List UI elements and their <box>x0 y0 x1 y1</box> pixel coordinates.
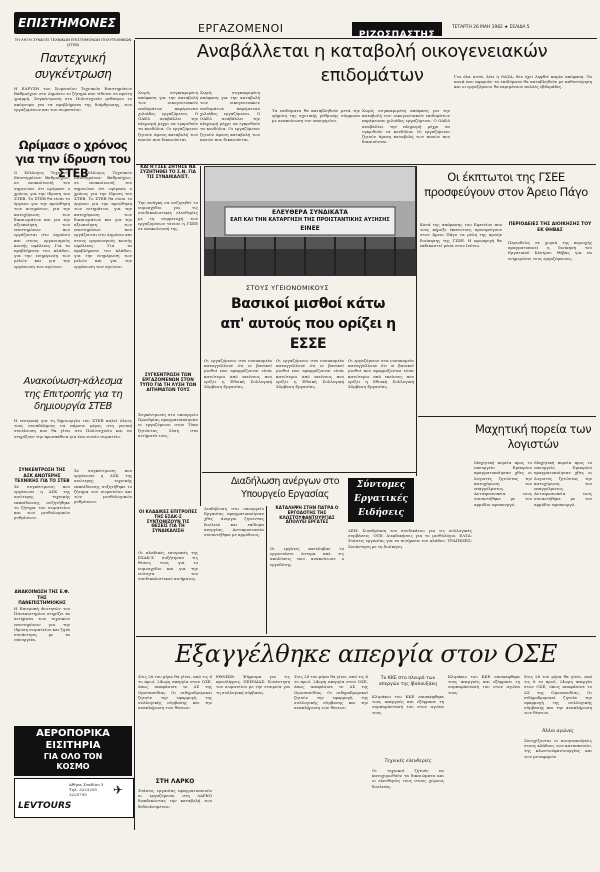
main-body-3: Τα επιδόματα θα καταβληθούν μετά την ψήφιση της σχετικής ρύθμισης σύμφωνα με ανακοίνωση του υπουργείου. <box>272 108 360 124</box>
strike-sub-other: Άλλοι αγώνες <box>542 729 574 734</box>
section-banner-label: ΕΠΙΣΤΗΜΟΝΕΣ <box>18 16 116 30</box>
strike-body-2: Στάσεις εργασίας πραγματοποιούν οι εργαζόμενοι στη ΛΑΡΚΟ διεκδικώντας την καταβολή των δεδουλευμένων. <box>138 788 212 809</box>
protest-photo <box>204 166 416 276</box>
photo-right-rule <box>416 166 417 476</box>
left-body-4: Σε συγκέντρωση που οργάνωσε η ΔΣΚ της ανώτερης τεχνικής εκπαίδευσης συζητήθηκε το ζήτημα του σωματείου και των μισθολογικών ρυθμίσεων. <box>14 484 70 521</box>
unemployed-headline: Διαδήλωση ανέργων στο Υπουργείο Εργασίας <box>230 476 340 500</box>
left-body-3: Η επιτροπή για τη δημιουργία του ΣΤΕΒ καλεί όλους τους συναδέλφους να πάρουν μέρος στη γενική συνέλευση που θα γίνει στο Πολυτεχνείο και να στηρίξουν την προσπάθεια για ένα ενιαίο σωματείο. <box>14 418 132 439</box>
right-body-top: Για όλα αυτά, λέει η ΟΑΣΑ, δεν έχει ληφθεί καμία απόφαση. Τα ποσά που αφορούν τα επιδόματα θα καταβληθούν με καθυστέρηση και οι εργαζόμενοι θα περιμένουν πολλές εβδομάδες. <box>454 74 592 90</box>
strike-body-6a: Κλιμάκιο του ΚΚΕ επισκέφθηκε τους απεργούς και εξέφρασε τη συμπαράστασή του στον αγώνα τους. <box>448 674 520 695</box>
photo-headline: Βασικοί μισθοί κάτω απ' αυτούς που ορίζει η ΕΣΣΕ <box>220 296 396 352</box>
section-banner-scientists <box>14 12 120 34</box>
strike-top-rule <box>136 636 596 637</box>
left-col-rule <box>134 40 135 830</box>
strike-sub-larko: ΣΤΗ ΛΑΡΚΟ <box>155 778 195 785</box>
right-body-3: Μαχητική πορεία προς το υπουργείο Εμπορίου πραγματοποίησαν χθες οι λογιστές ζητώντας την κατοχύρωση του επαγγέλματος. Αντιπροσωπεία τους συναντήθηκε με τον αρμόδιο υφυπουργό. <box>474 460 532 507</box>
ad-airline-tickets <box>14 726 132 776</box>
left-headline-1: Παντεχνική συγκέντρωση <box>34 51 112 81</box>
mid-kicker-1: ΚΑΙ Η ΓΣΕΕ ΖΗΤΗΣΕ ΝΑ ΣΥΖΗΤΗΘΕΙ ΤΟ Σ.Ν. ΓΙΑ ΤΙΣ ΣΥΝΔΙΚΑΛΙΣΤ. <box>139 165 196 180</box>
photo-body-3: Οι εργαζόμενοι στα νοσοκομεία καταγγέλλουν ότι οι βασικοί μισθοί που εφαρμόζονται είναι κατώτεροι από εκείνους που ορίζει η Εθνική Συλλογική Σύμβαση Εργασίας. <box>348 358 414 390</box>
left-body-5: Η Επιτροπή Φοιτητών του Πανεπιστημίου στηρίζει τα αιτήματα των τεχνικών επιστημόνων για την ίδρυση σωματείου και ζητά συνάντηση με τα υπουργεία. <box>14 606 70 643</box>
strike-sub-kke: Το ΚΚΕ στο πλευρό των απεργών της Ιβαλουξάκη <box>378 676 438 687</box>
right-headline-1: Οι έκπτωτοι της ΓΣΕΕ προσφεύγουν στον Άρειο Πάγο <box>424 170 588 199</box>
paper-name-label: ΡΙΖΟΣΠΑΣΤΗΣ <box>358 30 436 40</box>
ad-line-1: ΑΕΡΟΠΟΡΙΚΑ <box>36 728 110 739</box>
main-body-1: Χωρίς συγκεκριμένη απόφαση για την καταβολή των οικογενειακών επιδομάτων παρέμειναν χιλιάδες εργαζόμενοι. Ο ΟΑΕΔ αναβάλλει την πληρωμή μέχρι να εγκριθούν τα κονδύλια. Οι εργαζόμενοι ζητούν άμεση καταβολή των ποσών που δικαιούνται. <box>138 90 198 142</box>
date-line: ΤΕΤΑΡΤΗ 26 ΜΑΗ 1982 ★ ΣΕΛΙΔΑ 5 <box>452 25 530 30</box>
left-headline-3: Ανακοίνωση-κάλεσμα της Επιτροπής για τη δημιουργία ΣΤΕΒ <box>23 376 123 412</box>
left-kicker: ΤΗ ΛΗΞΗ ΣΥΝΑΞΕΙ ΤΕΧΝΙΚΩΝ ΕΠΙΣΤΗΜΟΝΩΝ ΠΟΛΥΤΕΧΝΙΚΩΝ (ΣΤΕΒ) <box>14 37 132 47</box>
short-news-body: ΔΕΗ: Συνεδρίαση του συνδικάτου για τις συλλογικές συμβάσεις. ΟΤΕ: Διεκδικήσεις για το μισθολόγιο. ΕΛΤΑ: Στάσεις εργασίας για τα αιτήματα του κλάδου. ΤΡΑΠΕΖΕΣ: Συνάντηση με τη διοίκηση. <box>348 528 472 549</box>
mid-kicker-2: ΣΥΓΚΕΝΤΡΩΣΗ ΤΩΝ ΕΡΓΑΖΟΜΕΝΩΝ ΣΤΟΝ ΤΥΠΟ ΓΙΑ ΤΗ ΛΥΣΗ ΤΩΝ ΑΙΤΗΜΑΤΩΝ ΤΟΥΣ <box>139 373 197 393</box>
strike-body-6: Συνεχίζονται οι κινητοποιήσεις στους κλάδους των κατασκευών, της κλωστοϋφαντουργίας και των μεταφορών. <box>524 738 592 759</box>
strike-body-3: ΕΘΝΙΚΗ: Ψήφισμα για τις προσλήψεις. ΠΕΙΡΑΙΑΣ: Συνάντηση του σωματείου με την εταιρεία για τη συλλογική σύμβαση. <box>216 674 290 695</box>
ad-address: Αθήνα Σταδίου 3 Τηλ. 3223205 3225795 <box>69 782 104 797</box>
short-news-title-1: Σύντομες <box>356 480 406 490</box>
paper-name <box>352 22 442 40</box>
ad-line-4: ΚΟΣΜΟ <box>56 762 90 771</box>
strike-sub-tech: Τεχνικές ελευθερίες <box>384 759 432 764</box>
strike-body-6b: Στις 28 του μήνα θα γίνει, από τις 6 το πρωί, 24ωρη απεργία στον ΟΣΕ, όπως αποφάσισε το ΔΣ της Ομοσπονδίας. Οι σιδηροδρομικοί ζητούν την εφαρμογή της συλλογικής σύμβασης και την αναπλήρωση των θέσεων. <box>524 674 592 716</box>
mid-kicker-3: ΟΙ ΚΛΑΔΙΚΕΣ ΕΠΙΤΡΟΠΕΣ ΤΗΣ ΕΣΑΚ-Σ ΣΥΝΤΟΝΙΖΟΥΝ ΤΙΣ ΘΕΣΕΙΣ ΓΙΑ ΤΗ ΣΥΝΔΙΚΑΛΙΣΗ <box>138 509 198 534</box>
masthead-rule <box>135 38 597 39</box>
left-body-5b: Σε συγκέντρωση που οργάνωσε η ΔΣΚ της ανώτερης τεχνικής εκπαίδευσης συζητήθηκε το ζήτημα του σωματείου και των μισθολογικών ρυθμίσεων. <box>74 468 132 505</box>
main-headline: Αναβάλλεται η καταβολή οικογενειακών επιδομάτων <box>196 41 548 86</box>
strike-body-1b: Στις 28 του μήνα θα γίνει, από τις 6 το πρωί, 24ωρη απεργία στον ΟΣΕ, όπως αποφάσισε το ΔΣ της Ομοσπονδίας. Οι σιδηροδρομικοί ζητούν την εφαρμογή της συλλογικής σύμβασης και την αναπλήρωση των θέσεων. <box>294 674 368 711</box>
mid-body-2: Συγκέντρωση στο υπουργείο Προεδρίας πραγματοποίησαν οι εργαζόμενοι στον Τύπο ζητώντας λύση στα αιτήματά τους. <box>138 412 198 438</box>
mid-body-3: Οι κλαδικές επιτροπές της ΕΣΑΚ-Σ συζήτησαν τις θέσεις τους για το νομοσχέδιο και για την ενότητα του συνδικαλιστικού κινήματος. <box>138 550 198 582</box>
main-body-2: Χωρίς συγκεκριμένη απόφαση για την καταβολή των οικογενειακών επιδομάτων παρέμειναν χιλιάδες εργαζόμενοι. Ο ΟΑΕΔ αναβάλλει την πληρωμή μέχρι να εγκριθούν τα κονδύλια. Οι εργαζόμενοι ζητούν άμεση καταβολή των ποσών που δικαιούνται. <box>200 90 260 142</box>
mid-body-1: Την ανάγκη να συζητηθεί το νομοσχέδιο για τις συνδικαλιστικές ελευθερίες με τη συμμετοχή των εργαζομένων τόνισε η ΓΣΕΕ σε ανακοίνωσή της. <box>138 200 198 232</box>
unemployed-body-2: Οι εργάτες κατέλαβαν το εργοστάσιο ύστερα από τις απολύσεις που ανακοίνωσε ο εργοδότης. <box>270 546 344 567</box>
short-news-title-3: Ειδήσεις <box>358 508 404 518</box>
left-body-2: Ο Σύλλογος Τεχνικών Επιστημόνων Βαθμούχων, σε ανακοίνωσή του σημειώνει ότι ωρίμασε ο χρόνος για την ίδρυση του ΣΤΕΒ. Το ΣΤΕΒ θα είναι το όργανο για την προώθηση των αιτημάτων, για την κατοχύρωση των δικαιωμάτων και για την αξιοποίηση των επιστημόνων που εργάζονται στο Δημόσιο και στους οργανισμούς κοινής ωφέλειας. Για τα προβλήματα του κλάδου, για την ενημέρωση των μελών και για την οργάνωση των αγώνων. <box>14 170 70 269</box>
mid-col-rule <box>200 166 201 506</box>
right-body-3b: Μαχητική πορεία προς το υπουργείο Εμπορίου πραγματοποίησαν χθες οι λογιστές ζητώντας την κατοχύρωση του επαγγέλματος. Αντιπροσωπεία τους συναντήθηκε με τον αρμόδιο υφυπουργό. <box>534 460 592 507</box>
left-subhead-2: ΑΝΑΚΟΙΝΩΣΗ ΤΗΣ Ε.Φ. ΤΗΣ ΠΑΝΕΠΙΣΤΗΜΙΟΚΗΣ <box>14 590 70 606</box>
strike-body-1: Στις 28 του μήνα θα γίνει, από τις 6 το πρωί, 24ωρη απεργία στον ΟΣΕ, όπως αποφάσισε το ΔΣ της Ομοσπονδίας. Οι σιδηροδρομικοί ζητούν την εφαρμογή της συλλογικής σύμβασης και την αναπλήρωση των θέσεων. <box>138 674 212 711</box>
ad-brand: LEVTOURS <box>18 801 72 811</box>
left-subhead-1: ΣΥΝΚΕΝΤΡΩΣΗ ΤΗΣ ΔΣΚ ΑΝΩΤΕΡΗΣ ΤΕΧΝΙΚΗΣ ΓΙΑ ΤΟ ΣΤΕΒ <box>14 468 70 484</box>
left-headline-2: Ωρίμασε ο χρόνος για την ίδρυση του ΣΤΕΒ <box>15 138 131 180</box>
banner-text-2: ΕΑΠ ΚΑΙ ΤΗΝ ΚΑΤΑΡΓΗΣΗ ΤΗΣ ΠΡΟΙΣΤΑΝΤΙΚΗΣ ΑΥΞΗΣΗΣ <box>230 217 390 223</box>
short-news-box <box>348 478 414 522</box>
strike-headline: Εξαγγέλθηκε απεργία στον ΟΣΕ <box>175 640 557 668</box>
main-bottom-rule <box>136 164 596 165</box>
plane-icon: ✈ <box>113 783 124 797</box>
right-subhead-1: ΠΕΡΙΟΔΕΙΕΣ ΤΗΣ ΔΙΟΙΚΗΣΗΣ ΤΟΥ ΕΚ ΘΗΒΑΣ <box>508 222 592 233</box>
unemployed-body-1: Διαδήλωση στο υπουργείο Εργασίας πραγματοποίησαν χθες άνεργοι ζητώντας δουλειά και επίδομα ανεργίας. Αντιπροσωπεία συναντήθηκε με αρμόδιους. <box>204 506 264 538</box>
right-body-1: Κατά της απόφασης του Εφετείου που τους κήρυξε έκπτωτους προσφεύγουν στον Άρειο Πάγο τα μέλη της πρώην διοίκησης της ΓΣΕΕ. Η προσφυγή θα εκδικαστεί μέσα στον Ιούνιο. <box>420 222 502 248</box>
left-body-1: Η ΕΔΡΥΣΗ του Σωματείου Τεχνικών Επιστημόνων Βαθμούχων στο Δημόσιο το ζήτημα που τίθεται σε πρώτη γραμμή. Συγκέντρωση στο Πολυτεχνείο μεθαύριο το απόγευμα για τα προβλήματα της διάρθρωσης, των εργαζομένων και του σωματείου. <box>14 86 132 112</box>
photo-body-2: Οι εργαζόμενοι στα νοσοκομεία καταγγέλλουν ότι οι βασικοί μισθοί που εφαρμόζονται είναι κατώτεροι από εκείνους που ορίζει η Εθνική Συλλογική Σύμβαση Εργασίας. <box>276 358 344 390</box>
unemployed-rule <box>266 506 267 634</box>
right-mid-rule <box>418 416 596 417</box>
unemployed-kicker: ΚΑΤΑΛΗΨΗ ΣΤΗΝ ΠΑΤΡΑ Ο ΕΡΓΟΔΟΤΗΣ ΤΗΣ ΚΛΩΣΤΟΥΦΑΝΤΟΥΡΓΙΑΣ ΑΠΟΛΥΕΙ ΕΡΓΑΤΕΣ <box>275 505 339 525</box>
photo-label: ΣΤΟΥΣ ΥΓΕΙΟΝΟΜΙΚΟΥΣ <box>246 284 329 292</box>
unemployed-top-rule <box>202 472 416 473</box>
banner-text-3: ΕΙΝΕΕ <box>300 225 320 232</box>
banner-text-1: ΕΛΕΥΘΕΡΑ ΣΥΝΔΙΚΑΤΑ <box>272 209 348 216</box>
left-body-2b: Ο Σύλλογος Τεχνικών Επιστημόνων Βαθμούχων, σε ανακοίνωσή του σημειώνει ότι ωρίμασε ο χρόνος για την ίδρυση του ΣΤΕΒ. Το ΣΤΕΒ θα είναι το όργανο για την προώθηση των αιτημάτων, για την κατοχύρωση των δικαιωμάτων και για την αξιοποίηση των επιστημόνων που εργάζονται στο Δημόσιο και στους οργανισμούς κοινής ωφέλειας. Για τα προβλήματα του κλάδου, για την ενημέρωση των μελών και για την οργάνωση των αγώνων. <box>74 170 132 269</box>
photo-body-1: Οι εργαζόμενοι στα νοσοκομεία καταγγέλλουν ότι οι βασικοί μισθοί που εφαρμόζονται είναι κατώτεροι από εκείνους που ορίζει η Εθνική Συλλογική Σύμβαση Εργασίας. <box>204 358 272 390</box>
short-news-title-2: Εργατικές <box>354 494 408 504</box>
strike-body-4: Κλιμάκιο του ΚΚΕ επισκέφθηκε τους απεργούς και εξέφρασε τη συμπαράστασή του στον αγώνα τους. <box>372 694 444 715</box>
ad-line-2: ΕΙΣΙΤΗΡΙΑ <box>45 740 101 751</box>
right-headline-2: Μαχητική πορεία των λογιστών <box>474 422 592 451</box>
strike-body-5: Οι τεχνικοί ζητούν να κατοχυρωθούν τα δικαιώματα και οι ελευθερίες τους στους χώρους δουλειάς. <box>372 768 444 789</box>
section-title-workers: ΕΡΓΑΖΟΜΕΝΟΙ <box>198 22 284 35</box>
right-body-2: Περιοδείες σε χωριά της περιοχής πραγματοποιεί η διοίκηση του Εργατικού Κέντρου Θήβας για να ενημερώσει τους εργαζόμενους. <box>508 240 592 261</box>
ad-line-3: ΓΙΑ ΟΛΟ ΤΟΝ <box>43 752 103 761</box>
ad-footer <box>14 778 134 818</box>
main-body-4: Χωρίς συγκεκριμένη απόφαση για την καταβολή των οικογενειακών επιδομάτων παρέμειναν χιλιάδες εργαζόμενοι. Ο ΟΑΕΔ αναβάλλει την πληρωμή μέχρι να εγκριθούν τα κονδύλια. Οι εργαζόμενοι ζητούν άμεση καταβολή των ποσών που δικαιούνται. <box>362 108 450 145</box>
